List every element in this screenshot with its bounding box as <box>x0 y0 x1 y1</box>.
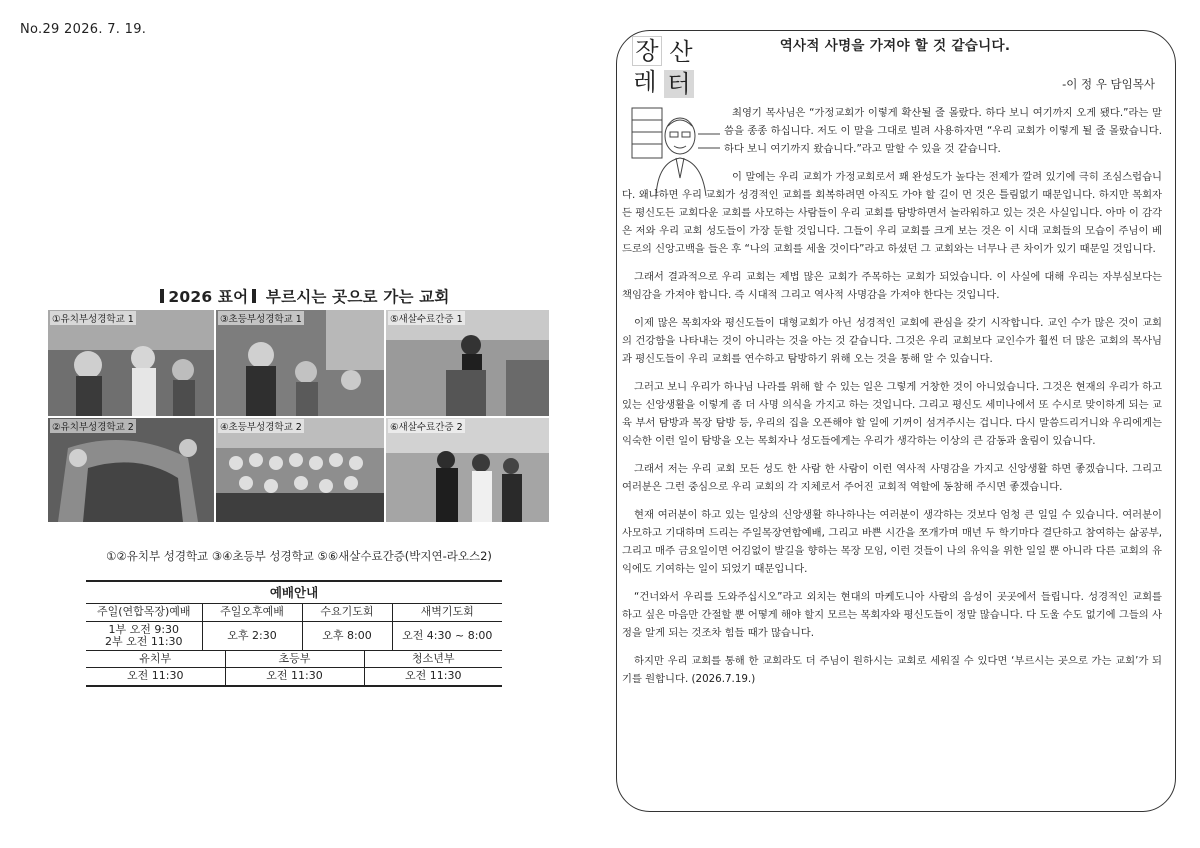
issue-number: No.29 2026. 7. 19. <box>20 22 147 37</box>
worship-title: 예배안내 <box>86 580 502 604</box>
worship-time-dawn: 오전 4:30 ~ 8:00 <box>392 621 502 650</box>
worship-header-dawn: 새벽기도회 <box>392 604 502 621</box>
logo-char-3: 레 <box>633 68 657 96</box>
photo-1 <box>48 310 214 416</box>
kids-activity-photo-icon <box>48 310 214 416</box>
dept-time-kindergarten: 오전 11:30 <box>86 668 225 686</box>
worship-header-sunday-pm: 주일오후예배 <box>202 604 302 621</box>
photo-6 <box>386 418 549 522</box>
dept-time-youth: 오전 11:30 <box>364 668 502 686</box>
bar-left-icon <box>160 289 164 303</box>
letter-paragraph-9: 하지만 우리 교회를 통해 한 교회라도 더 주님이 원하시는 교회로 세워질 수 있다면 ‘부르시는 곳으로 가는 교회’가 되기를 원합니다. (2026.7.19.) <box>622 655 1162 685</box>
theme-label: 2026 표어 <box>168 288 249 306</box>
worship-table <box>86 604 502 651</box>
letter-body <box>622 104 1162 698</box>
photo-caption-6: ⑥새살수료간증 2 <box>388 419 465 433</box>
photo-caption-3: ⑤새살수료간증 1 <box>388 311 465 325</box>
letter-paragraph-5: 그러고 보니 우리가 하나님 나라를 위해 할 수 있는 일은 그렇게 거창한 것이 아니었습니다. 그것은 현재의 우리가 하고 있는 신앙생활을 이렇게 좀 더 사명 의식을 가지고 하는 것입니다. 그리고 평신도 세미나에서 또 수시로 맞이하게 되는 교육 부서 탐방과 목장 탐방 등, 우리의 집을 오픈해야 할 일에 기꺼이 섬겨주시는 겁니다. 다시 말씀드리거니와 우리에게는 익숙한 이런 일이 탐방을 오는 목회자나 성도들에게는 우리가 생각하는 이상의 큰 감동과 울림이 있습니다. <box>622 381 1162 447</box>
photo-caption-2: ③초등부성경학교 1 <box>218 311 304 325</box>
dept-header-youth: 청소년부 <box>364 651 502 668</box>
worship-time-sunday: 1부 오전 9:30 2부 오전 11:30 <box>86 621 202 650</box>
photo-caption-1: ①유치부성경학교 1 <box>50 311 136 325</box>
letter-paragraph-1: 최영기 목사님은 “가정교회가 이렇게 확산될 줄 몰랐다. 하다 보니 여기까지 오게 됐다.”라는 말씀을 종종 하십니다. 저도 이 말을 그대로 빌려 사용하자면 “우리 교회가 이렇게 될 줄 몰랐습니다. 하다 보니 여기까지 왔습니다.”라고 말할 수 있을 것 같습니다. <box>724 107 1162 155</box>
jangsan-letter-logo <box>624 36 704 100</box>
worship-time-sunday-pm: 오후 2:30 <box>202 621 302 650</box>
department-table <box>86 651 502 687</box>
kids-class-photo-icon <box>216 310 384 416</box>
photo-2 <box>216 310 384 416</box>
slide-play-photo-icon <box>48 418 214 522</box>
photo-3 <box>386 310 549 416</box>
theme-heading <box>48 285 558 307</box>
worship-header-sunday: 주일(연합목장)예배 <box>86 604 202 621</box>
letter-paragraph-6: 그래서 저는 우리 교회 모든 성도 한 사람 한 사람이 이런 역사적 사명감을 가지고 신앙생활 하면 좋겠습니다. 그리고 여러분은 그런 중심으로 우리 교회의 각 지체로서 주어진 교회적 역할에 동참해 주시면 좋겠습니다. <box>622 463 1162 493</box>
logo-char-2: 산 <box>669 38 693 66</box>
group-photo-icon <box>216 418 384 522</box>
letter-title: 역사적 사명을 가져야 할 것 같습니다. <box>779 38 1011 54</box>
photo-grid <box>48 310 550 522</box>
logo-char-4: 터 <box>664 70 694 98</box>
letter-paragraph-3: 그래서 결과적으로 우리 교회는 제법 많은 교회가 주목하는 교회가 되었습니다. 이 사실에 대해 우리는 자부심보다는 책임감을 가져야 합니다. 즉 시대적 그리고 역사적 사명감을 가져야 한다는 것입니다. <box>622 271 1162 301</box>
letter-paragraph-2: 이 말에는 우리 교회가 가정교회로서 꽤 완성도가 높다는 전제가 깔려 있기에 극히 조심스럽습니다. 왜냐하면 우리 교회가 성경적인 교회를 회복하려면 아직도 가야 할 길이 먼 것은 틀림없기 때문입니다. 하지만 목회자든 평신도든 교회다운 교회를 사모하는 사람들이 우리 교회를 탐방하면서 놀라워하고 있는 것은 사실입니다. 아마 이 감각은 저와 우리 교회 성도들이 가장 둔할 것입니다. 그들이 우리 교회를 크게 보는 것은 이 시대 교회들의 모습이 주님이 베드로의 신앙고백을 들은 후 “나의 교회를 세울 것이다”라고 하셨던 그 교회와는 너무나 큰 차이가 있기 때문일 것입니다. <box>622 171 1162 255</box>
dept-header-elementary: 초등부 <box>225 651 364 668</box>
logo-char-1: 장 <box>632 36 662 66</box>
theme-text: 부르시는 곳으로 가는 교회 <box>265 288 450 306</box>
photo-summary-caption: ①②유치부 성경학교 ③④초등부 성경학교 ⑤⑥새살수료간증(박지연-라오스2) <box>106 549 492 563</box>
letter-paragraph-8: “건너와서 우리를 도와주십시오”라고 외치는 현대의 마케도니아 사람의 음성이 곳곳에서 들립니다. 성경적인 교회를 하고 싶은 마음만 간절할 뿐 어떻게 해야 할지 모르는 목회자와 평신도들이 정말 많습니다. 다 도울 수도 없기에 그들의 사정을 알게 되는 것조차 힘들 때가 많습니다. <box>622 591 1162 639</box>
letter-paragraph-7: 현재 여러분이 하고 있는 일상의 신앙생활 하나하나는 여러분이 생각하는 것보다 엄청 큰 일일 수 있습니다. 여러분이 사모하고 기대하며 드리는 주일목장연합예배, 그리고 바쁜 시간을 쪼개가며 매년 두 학기마다 결단하고 참여하는 삶공부, 그리고 매주 금요일이면 어김없이 발길을 향하는 목장 모임, 이런 것들이 나의 유익을 위한 일일 뿐 아니라 다른 교회의 유익에도 기여하는 일이 되었기 때문입니다. <box>622 509 1162 575</box>
letter-paragraph-4: 이제 많은 목회자와 평신도들이 대형교회가 아닌 성경적인 교회에 관심을 갖기 시작합니다. 교인 수가 많은 것이 교회의 건강함을 나타내는 것이 아니라는 것을 아는 것 같습니다. 그것은 우리 교회보다 교인수가 훨씬 더 많은 교회의 목사님과 평신도들이 우리 교회를 연수하고 탐방하기 위해 오는 것을 통해 알 수 있습니다. <box>622 317 1162 365</box>
testimony-photo-icon <box>386 310 549 416</box>
worship-time-wednesday: 오후 8:00 <box>302 621 392 650</box>
photo-caption-5: ④초등부성경학교 2 <box>218 419 304 433</box>
bar-right-icon <box>252 289 256 303</box>
photo-4 <box>48 418 214 522</box>
prayer-photo-icon <box>386 418 549 522</box>
photo-5 <box>216 418 384 522</box>
dept-time-elementary: 오전 11:30 <box>225 668 364 686</box>
letter-author: -이 정 우 담임목사 <box>1062 77 1155 91</box>
dept-header-kindergarten: 유치부 <box>86 651 225 668</box>
worship-schedule <box>86 580 502 687</box>
photo-caption-4: ②유치부성경학교 2 <box>50 419 136 433</box>
worship-header-wednesday: 수요기도회 <box>302 604 392 621</box>
